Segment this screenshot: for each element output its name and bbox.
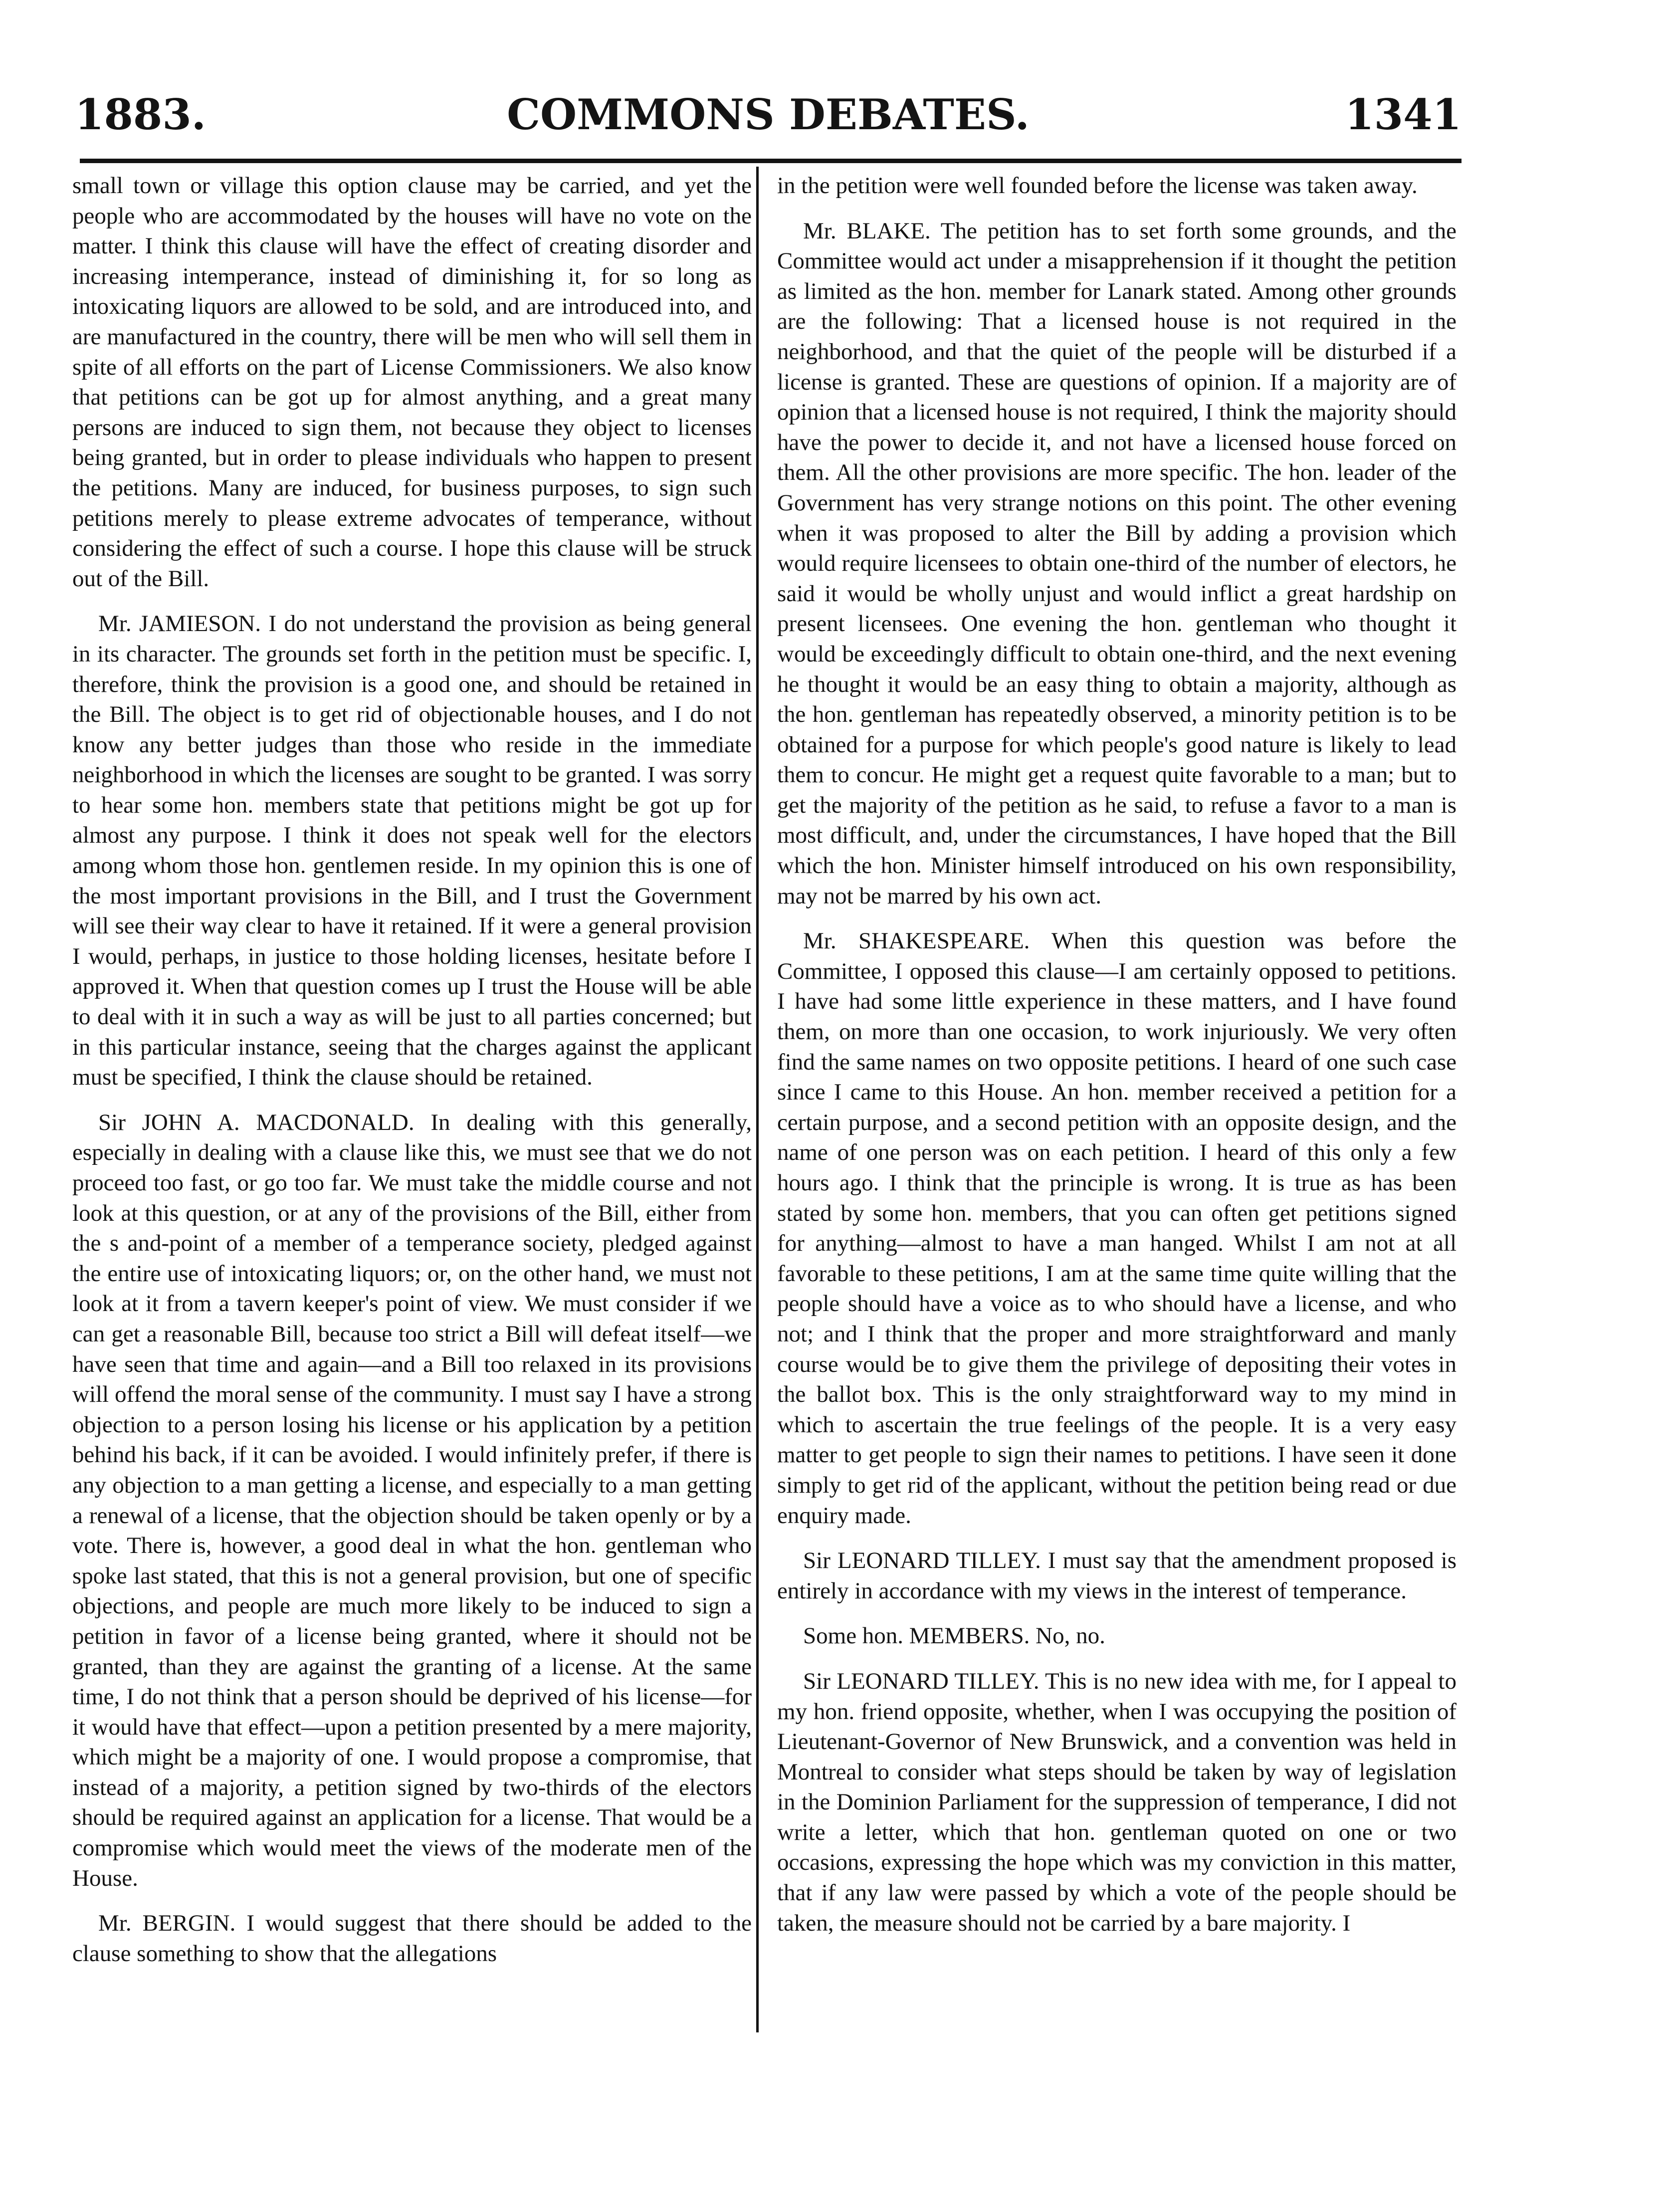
header-rule (80, 159, 1462, 163)
paragraph: Mr. BLAKE. The petition has to set forth some grounds, and the Committee would act under a misapprehension if it thought the petition as limited as the hon. member for Lanark stated. Among other grounds are the following: That a licensed house is not required in the neighborhood, and that the quiet of the people will be disturbed if a license is granted. These are questions of opinion. If a majority are of opinion that a licensed house is not required, I think the majority should have the power to decide it, and not have a licensed house forced on them. All the other provisions are more specific. The hon. leader of the Government has very strange notions on this point. The other evening when it was proposed to alter the Bill by adding a provision which would require licensees to obtain one-third of the number of electors, he said it would be wholly unjust and would inflict a great hardship on present licensees. One evening the hon. gentleman who thought it would be exceedingly difficult to obtain one-third, and the next evening he thought it would be an easy thing to obtain a majority, although as the hon. gentleman has repeatedly observed, a minority petition is to be obtained for a purpose for which people's good nature is likely to lead them to concur. He might get a request quite favorable to a man; but to get the majority of the petition as he said, to refuse a favor to a man is most difficult, and, under the circumstances, I have hoped that the Bill which the hon. Minister himself introduced on his own responsibility, may not be marred by his own act. (777, 218, 1457, 909)
paragraph: in the petition were well founded before the license was taken away. (777, 173, 1418, 199)
page-header (75, 87, 1462, 142)
header-title: COMMONS DEBATES. (507, 90, 1030, 139)
paragraph: Mr. SHAKESPEARE. When this question was before the Committee, I opposed this clause—I am certainly opposed to petitions. I have had some little experience in these matters, and I have found them, on more than one occasion, to work injuriously. We very often find the same names on two opposite petitions. I heard of one such case since I came to this House. An hon. member received a petition for a certain purpose, and a second petition with an opposite design, and the name of one person was on each petition. I heard of this only a few hours ago. I think that the principle is wrong. It is true as has been stated by some hon. members, that you can often get petitions signed for anything—almost to have a man hanged. Whilst I am not at all favorable to these petitions, I am at the same time quite willing that the people should have a voice as to who should have a license, and who not; and I think that the proper and more straightforward and manly course would be to give them the privilege of depositing their votes in the ballot box. This is the only straightforward way to my mind in which to ascertain the true feelings of the people. It is a very easy matter to get people to sign their names to petitions. I have seen it done simply to get rid of the applicant, without the petition being read or due enquiry made. (777, 928, 1457, 1529)
header-page-number: 1341 (1345, 90, 1462, 139)
paragraph: Sir LEONARD TILLEY. I must say that the amendment proposed is entirely in accordance with my views in the interest of temperance. (777, 1548, 1457, 1604)
paragraph: Some hon. MEMBERS. No, no. (803, 1623, 1105, 1649)
paragraph: Sir LEONARD TILLEY. This is no new idea with me, for I appeal to my hon. friend opposite, whether, when I was occupying the position of Lieutenant-Governor of New Brunswick, and a convention was held in Montreal to consider what steps should be taken by way of legislation in the Dominion Parliament for the suppression of temperance, I did not write a letter, which that hon. gentleman quoted on one or two occasions, expressing the hope which was my conviction in this matter, that if any law were passed by which a vote of the people should be taken, the measure should not be carried by a bare majority. I (777, 1668, 1457, 1936)
paragraph: Mr. BERGIN. I would suggest that there should be added to the clause something to show that the allegations (72, 1910, 752, 1967)
header-year: 1883. (75, 90, 207, 139)
column-divider (756, 167, 759, 2032)
paragraph: Mr. JAMIESON. I do not understand the provision as being general in its character. The grounds set forth in the petition must be specific. I, therefore, think the provision is a good one, and should be retained in the Bill. The object is to get rid of objectionable houses, and I do not know any better judges than those who reside in the immediate neighborhood in which the licenses are sought to be granted. I was sorry to hear some hon. members state that petitions might be got up for almost any purpose. I think it does not speak well for the electors among whom those hon. gentlemen reside. In my opinion this is one of the most important provisions in the Bill, and I trust the Government will see their way clear to have it retained. If it were a general provision I would, perhaps, in justice to those holding licenses, hesitate before I approved it. When that question comes up I trust the House will be able to deal with it in such a way as will be just to all parties concerned; but in this particular instance, seeing that the charges against the applicant must be specified, I think the clause should be retained. (72, 611, 752, 1091)
right-column (777, 171, 1457, 1938)
left-column (72, 171, 752, 1969)
paragraph: Sir JOHN A. MACDONALD. In dealing with this generally, especially in dealing with a clause like this, we must see that we do not proceed too fast, or go too far. We must take the middle course and not look at this question, or at any of the provisions of the Bill, either from the s and-point of a member of a temperance society, pledged against the entire use of intoxicating liquors; or, on the other hand, we must not look at it from a tavern keeper's point of view. We must consider if we can get a reasonable Bill, because too strict a Bill will defeat itself—we have seen that time and again—and a Bill too relaxed in its provisions will offend the moral sense of the community. I must say I have a strong objection to a person losing his license or his application by a petition behind his back, if it can be avoided. I would infinitely prefer, if there is any objection to a man getting a license, and especially to a man getting a renewal of a license, that the objection should be taken openly or by a vote. There is, however, a good deal in what the hon. gentleman who spoke last stated, that this is not a general provision, but one of specific objections, and people are much more likely to be induced to sign a petition in favor of a license being granted, where it should not be granted, than they are against the granting of a license. At the same time, I do not think that a person should be deprived of his license—for it would have that effect—upon a petition presented by a mere majority, which might be a majority of one. I would propose a compromise, that instead of a majority, a petition signed by two-thirds of the electors should be required against an application for a license. That would be a compromise which would meet the views of the moderate men of the House. (72, 1109, 752, 1891)
paragraph: small town or village this option clause may be carried, and yet the people who are accommodated by the houses will have no vote on the matter. I think this clause will have the effect of creating disorder and increasing intemperance, instead of diminishing it, for so long as intoxicating liquors are allowed to be sold, and are introduced into, and are manufactured in the country, there will be men who will sell them in spite of all efforts on the part of License Commissioners. We also know that petitions can be got up for almost anything, and a great many persons are induced to sign them, not because they object to licenses being granted, but in order to please individuals who happen to present the petitions. Many are induced, for business purposes, to sign such petitions merely to please extreme advocates of temperance, without considering the effect of such a course. I hope this clause will be struck out of the Bill. (72, 173, 752, 592)
